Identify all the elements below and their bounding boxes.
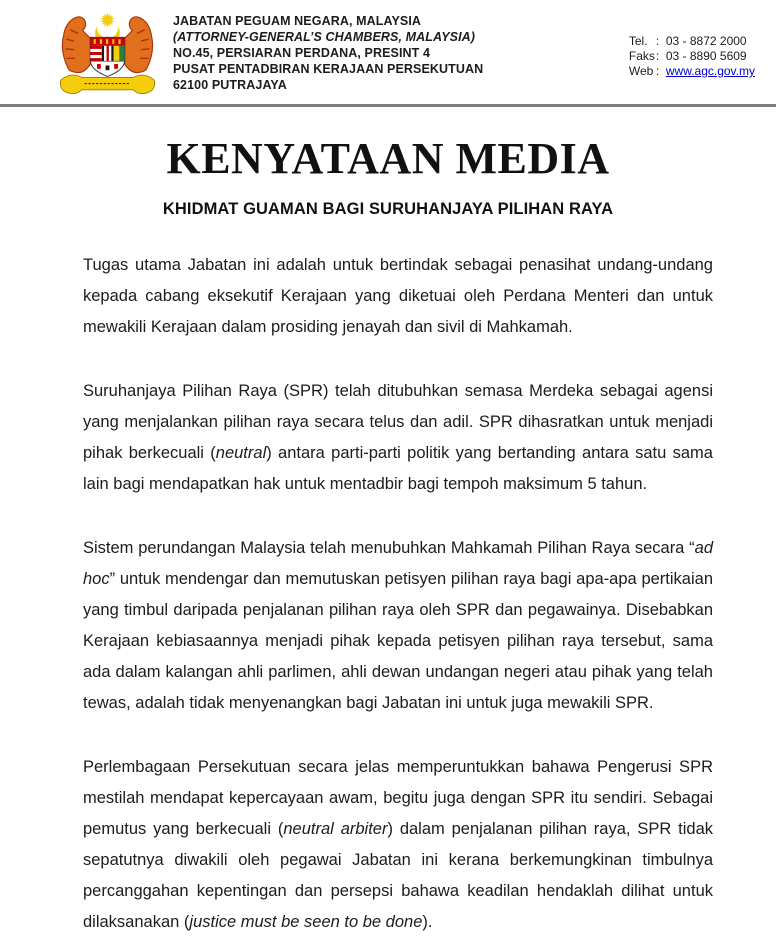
text-run: Suruhanjaya Pilihan Raya (SPR) telah ditubuhkan semasa Merdeka sebagai agensi yang menjalankan pilihan raya secara telus dan adil. SPR dihasratkan untuk menjadi pihak berkecuali ( xyxy=(83,382,713,462)
address-line xyxy=(173,29,483,45)
website-link[interactable]: www.agc.gov.my xyxy=(665,64,755,78)
document-subtitle: KHIDMAT GUAMAN BAGI SURUHANJAYA PILIHAN RAYA xyxy=(162,200,614,218)
address-line xyxy=(173,77,483,93)
text-run: NO.45, PERSIARAN PERDANA, PRESINT 4 xyxy=(173,46,431,60)
text-run: ” untuk mendengar dan memutuskan petisyen pilihan raya bagi apa-apa pertikaian yang timbul daripada penjalanan pilihan raya oleh SPR dan pegawainya. Disebabkan Kerajaan kebiasaannya menjadi pihak kepada petisyen pilihan raya tersebut, sama ada dalam kalangan ahli parlimen, ahli dewan undangan negeri atau pihak yang telah tewas, adalah tidak menyenangkan bagi Jabatan ini untuk juga mewakili SPR. xyxy=(83,570,713,712)
malaysia-coat-of-arms-icon xyxy=(55,8,160,100)
italic-text-run: neutral arbiter xyxy=(283,820,388,838)
contact-colon: : xyxy=(655,64,660,78)
text-run: JABATAN PEGUAM NEGARA, MALAYSIA xyxy=(173,14,422,28)
document-main xyxy=(0,136,776,938)
text-run: Tugas utama Jabatan ini adalah untuk bertindak sebagai penasihat undang-undang kepada cabang eksekutif Kerajaan yang diketuai oleh Perdana Menteri dan untuk mewakili Kerajaan dalam prosiding jenayah dan sivil di Mahkamah. xyxy=(83,256,713,336)
contact-row xyxy=(629,64,755,79)
contact-colon: : xyxy=(655,49,660,63)
body-paragraph xyxy=(83,250,713,343)
address-line xyxy=(173,45,483,61)
contact-value: 03 - 8890 5609 xyxy=(665,49,747,63)
letterhead xyxy=(0,0,776,101)
contact-label: Web xyxy=(628,64,654,78)
document-title: KENYATAAN MEDIA xyxy=(166,134,610,183)
contact-info xyxy=(629,34,755,79)
contact-label: Faks xyxy=(628,49,655,63)
document-body xyxy=(0,219,776,938)
contact-label: Tel. xyxy=(628,34,648,48)
text-run: PUSAT PENTADBIRAN KERAJAAN PERSEKUTUAN xyxy=(173,62,484,76)
italic-text-run: ad hoc xyxy=(83,539,713,588)
contact-row xyxy=(629,34,755,49)
italic-text-run: neutral xyxy=(215,444,267,462)
body-paragraph xyxy=(83,752,713,938)
text-run: ). xyxy=(422,913,433,931)
text-run: Perlembagaan Persekutuan secara jelas memperuntukkan bahawa Pengerusi SPR mestilah mendapat kepercayaan awam, begitu juga dengan SPR itu sendiri. Sebagai pemutus yang berkecuali ( xyxy=(83,758,713,838)
address-line xyxy=(173,61,483,77)
contact-colon: : xyxy=(655,34,660,48)
text-run: ) antara parti-parti politik yang bertanding antara satu sama lain bagi mendapatkan hak untuk mentadbir bagi tempoh maksimum 5 tahun. xyxy=(83,444,713,493)
contact-value: 03 - 8872 2000 xyxy=(665,34,747,48)
body-paragraph xyxy=(83,376,713,500)
italic-text-run: justice must be seen to be done xyxy=(189,913,423,931)
header-divider xyxy=(0,104,776,107)
contact-row xyxy=(629,49,755,64)
address-line xyxy=(173,13,483,29)
text-run: 62100 PUTRAJAYA xyxy=(173,78,287,92)
text-run: Sistem perundangan Malaysia telah menubuhkan Mahkamah Pilihan Raya secara “ xyxy=(83,539,695,557)
body-paragraph xyxy=(83,533,713,719)
agency-address xyxy=(173,8,483,93)
italic-text-run: (ATTORNEY-GENERAL’S CHAMBERS, MALAYSIA) xyxy=(173,30,476,44)
text-run: ) dalam penjalanan pilihan raya, SPR tidak sepatutnya diwakili oleh pegawai Jabatan ini kerana berkemungkinan timbulnya percanggahan kepentingan dan persepsi bahawa keadilan hendaklah dilihat untuk dilaksanakan ( xyxy=(83,820,713,931)
